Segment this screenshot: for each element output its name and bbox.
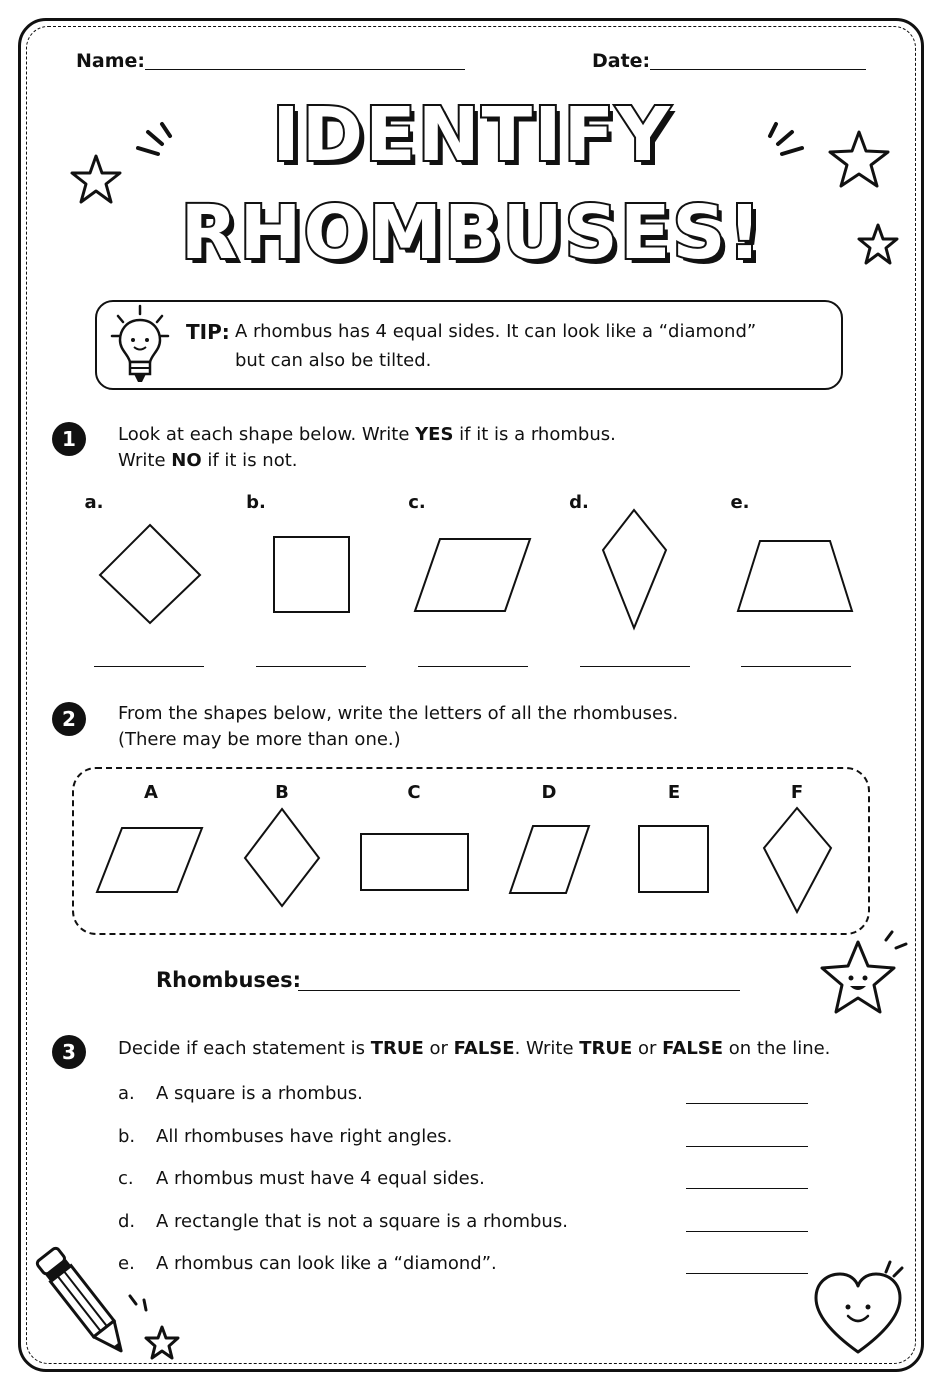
statement-d-answer-line[interactable] [686,1231,808,1232]
title-line-1: IDENTIFY [272,92,672,178]
statement-e-text: A rhombus can look like a “diamond”. [156,1253,497,1274]
q1-letter-d: d. [569,492,589,513]
rhombuses-label: Rhombuses: [156,968,302,992]
statement-a-answer-line[interactable] [686,1103,808,1104]
name-label: Name: [76,50,146,72]
q1-letter-b: b. [246,492,266,513]
statement-a-text: A square is a rhombus. [156,1083,363,1104]
date-label: Date: [592,50,651,72]
q1-letter-a: a. [84,492,104,513]
statement-b-answer-line[interactable] [686,1146,808,1147]
statement-e-letter: e. [118,1253,135,1274]
statement-b-text: All rhombuses have right angles. [156,1126,453,1147]
q2-shape-a [97,828,202,892]
tip-text-line-1: A rhombus has 4 equal sides. It can look like a “diamond” [235,321,757,342]
q2-shape-f [764,808,831,912]
smiling-star-icon [812,928,912,1028]
tip-text-line-2: but can also be tilted. [235,350,432,371]
sparkle-lines [124,1292,154,1322]
question-1-number: 1 [52,422,86,456]
question-3-text: Decide if each statement is TRUE or FALSE. Write TRUE or FALSE on the line. [118,1038,831,1059]
rhombuses-answer-line[interactable] [298,990,740,991]
question-3-number: 3 [52,1035,86,1069]
statement-e-answer-line[interactable] [686,1273,808,1274]
question-1-text: Look at each shape below. Write YES if it is a rhombus. Write NO if it is not. [118,424,616,471]
q2-letter-e: E [667,782,681,803]
tip-label: TIP: [186,320,230,344]
statement-c-text: A rhombus must have 4 equal sides. [156,1168,485,1189]
q1-letter-e: e. [730,492,750,513]
statement-a-letter: a. [118,1083,135,1104]
q2-shape-d [510,826,589,893]
q2-shape-e [639,826,708,892]
q2-letter-a: A [144,782,158,803]
star-icon [142,1324,182,1362]
q2-letter-b: B [275,782,289,803]
title-line-2: RHOMBUSES! [180,190,764,276]
q2-shape-c [361,834,468,890]
statement-c-letter: c. [118,1168,134,1189]
statement-d-text: A rectangle that is not a square is a rhombus. [156,1211,568,1232]
statement-d-letter: d. [118,1211,136,1232]
statement-b-letter: b. [118,1126,136,1147]
q1-letter-c: c. [408,492,426,513]
q2-shape-b [245,809,319,906]
q2-letter-f: F [790,782,804,803]
heart-icon [810,1252,914,1362]
q2-letter-d: D [541,782,557,803]
statement-c-answer-line[interactable] [686,1188,808,1189]
question-2-text: From the shapes below, write the letters of all the rhombuses. (There may be more than one.) [118,703,679,750]
question-2-number: 2 [52,702,86,736]
q2-letter-c: C [407,782,421,803]
